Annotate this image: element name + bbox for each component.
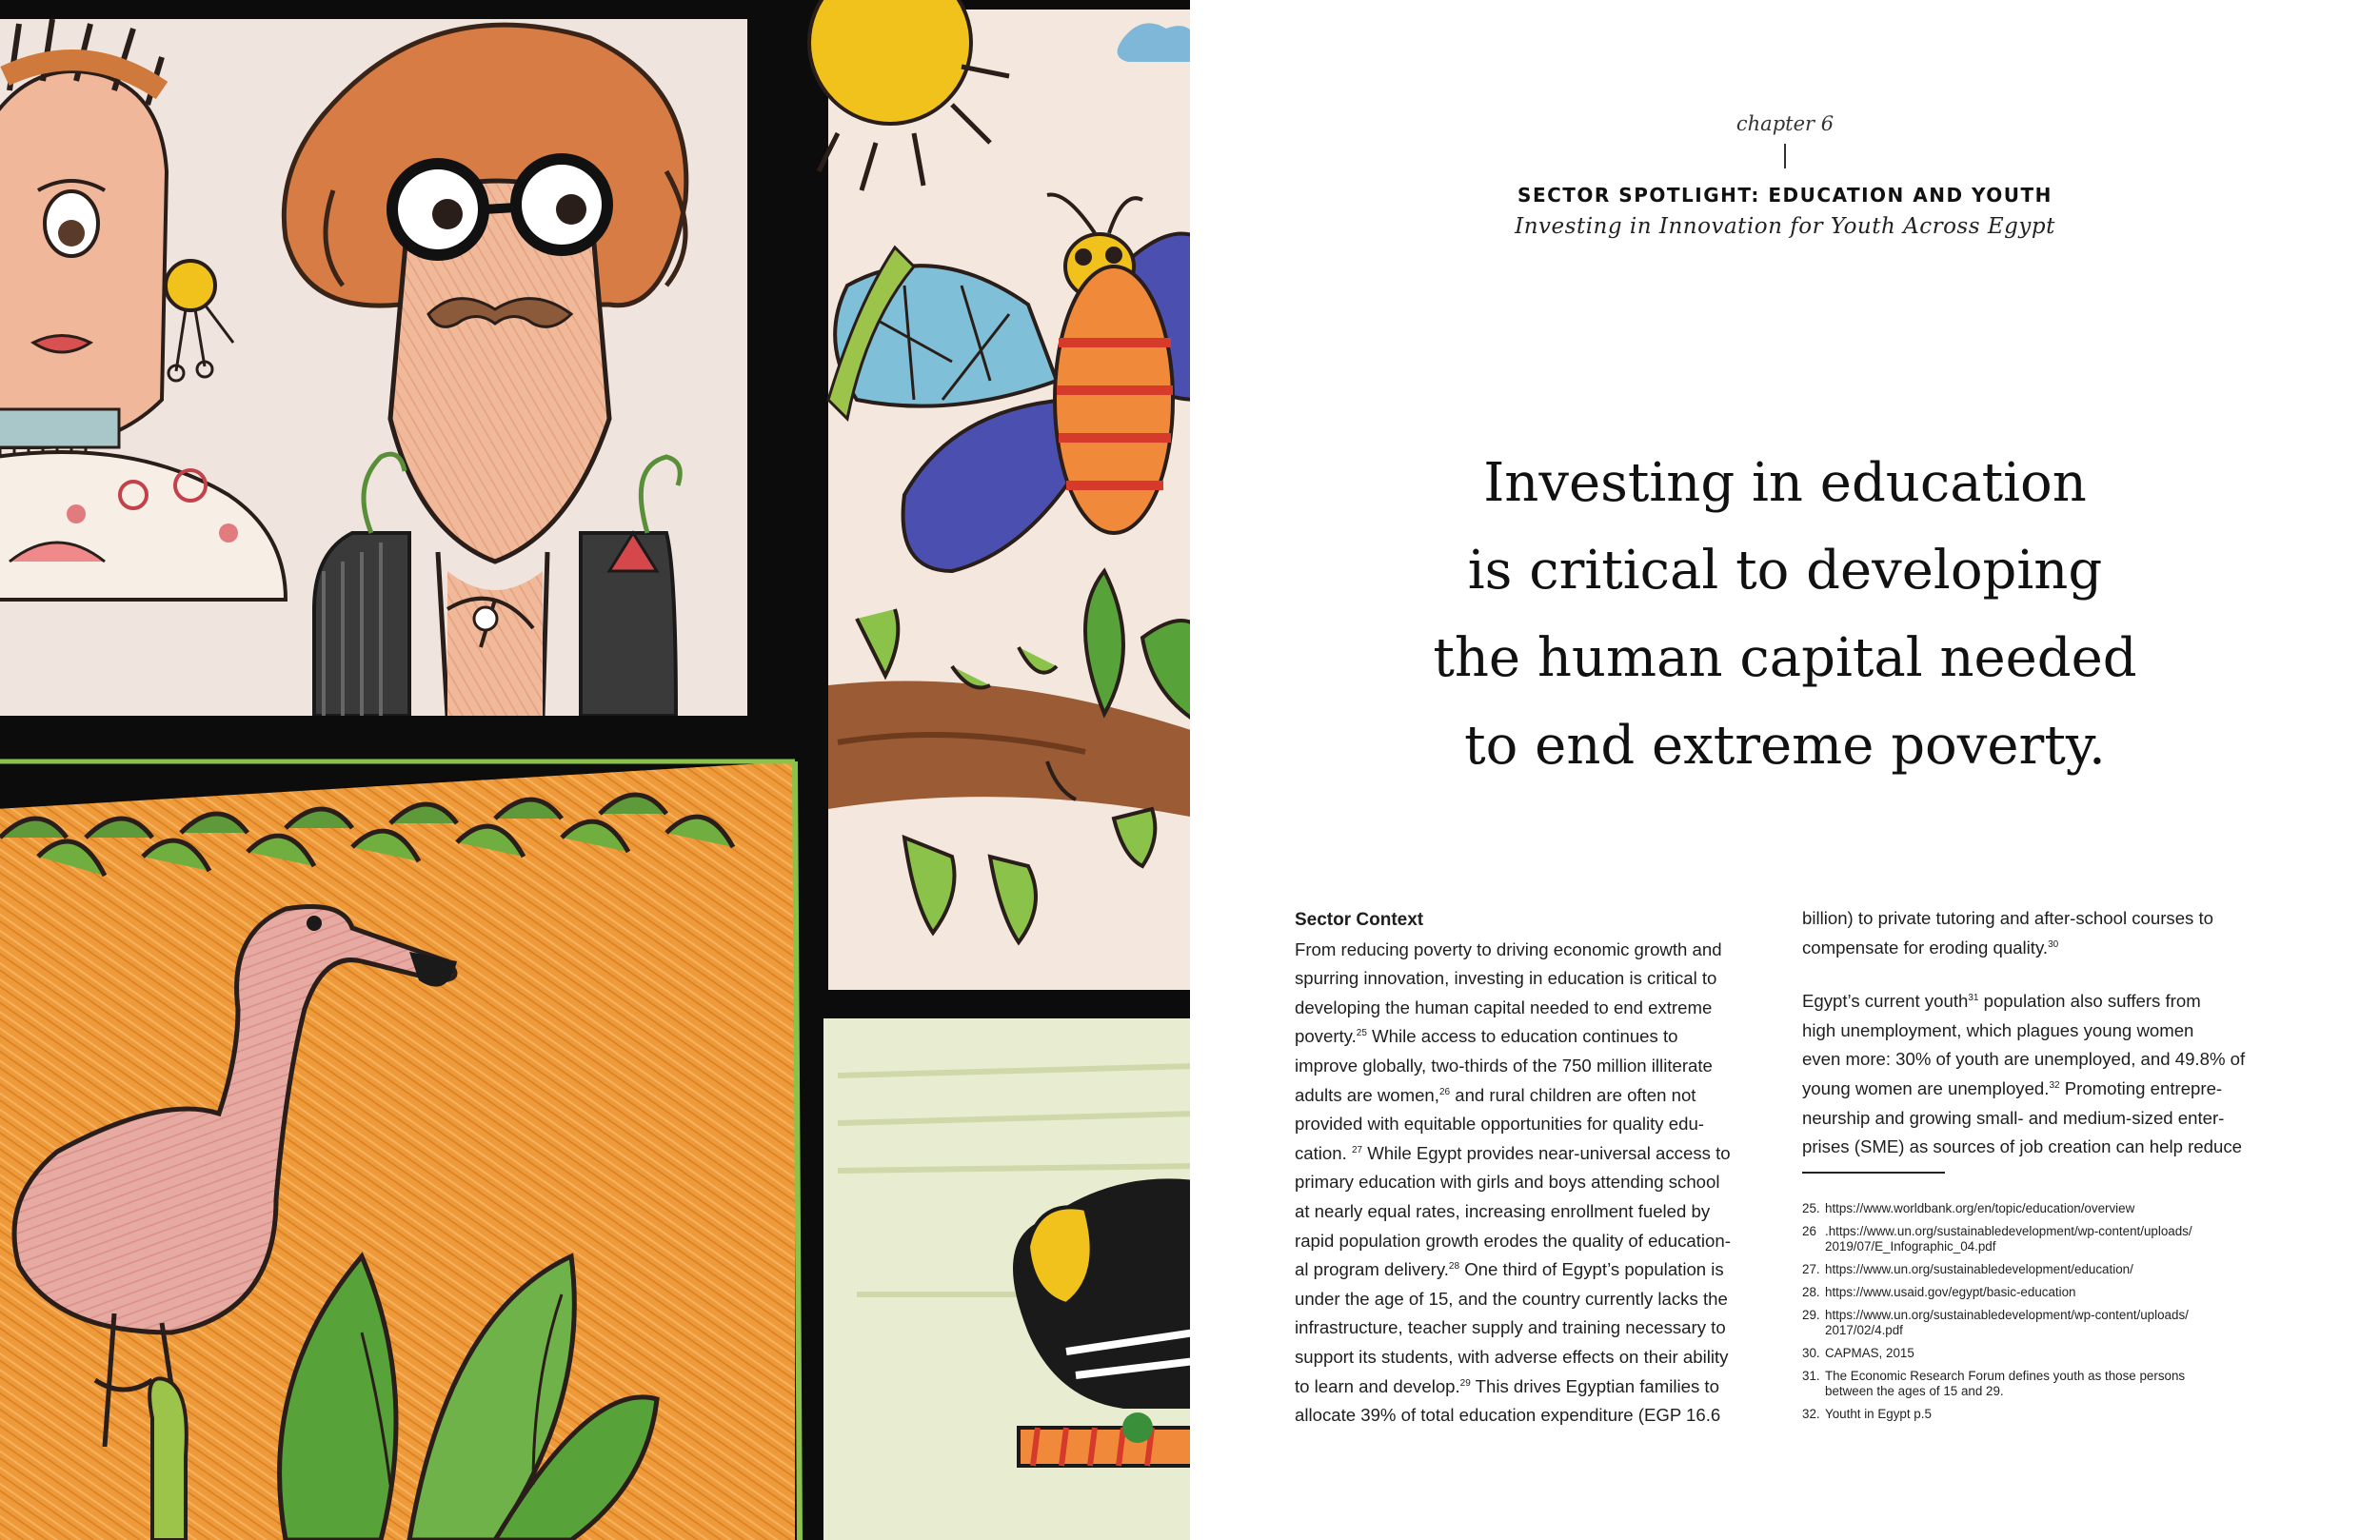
panel-butterfly	[809, 0, 1190, 990]
footnote-text[interactable]: https://www.usaid.gov/egypt/basic-education	[1825, 1285, 2076, 1299]
body-text	[1295, 936, 1771, 1431]
text-line: prises (SME) as sources of job creation can help reduce	[1802, 1136, 2242, 1157]
text-line: to learn and develop.$^{29}$ This drives Egyptian families to	[1295, 1375, 1719, 1396]
footnote-ref[interactable]: 32	[2049, 1079, 2060, 1091]
text-line: poverty.$^{25}$ While access to education continues to	[1295, 1026, 1678, 1047]
headline-line: is critical to developing	[1467, 540, 2103, 602]
footnote-number: 28.	[1802, 1285, 1820, 1299]
footnote-ref[interactable]: 25	[1356, 1028, 1367, 1039]
text-line: primary education with girls and boys attending school	[1295, 1172, 1720, 1193]
footnote-ref[interactable]: 29	[1459, 1377, 1471, 1389]
footnote-number: 29.	[1802, 1308, 1820, 1322]
panel-portraits	[0, 19, 747, 716]
spotlight-subtitle: Investing in Innovation for Youth Across Egypt	[1515, 214, 2055, 239]
footnote-text[interactable]: https://www.worldbank.org/en/topic/education/overview	[1825, 1201, 2135, 1215]
footnote-number: 32.	[1802, 1407, 1820, 1421]
text-line: rapid population growth erodes the quality of education-	[1295, 1230, 1731, 1251]
footnote-number: 30.	[1802, 1346, 1820, 1360]
body-column-right	[1802, 904, 2278, 1162]
footnote-item	[1802, 1407, 2297, 1422]
section-heading: Sector Context	[1295, 910, 1424, 930]
footnote-text[interactable]: https://www.un.org/sustainabledevelopment/education/	[1825, 1262, 2133, 1276]
footnote-divider	[1802, 1172, 1945, 1174]
footnote-ref[interactable]: 28	[1448, 1261, 1460, 1273]
text-line: at nearly equal rates, increasing enrollment fueled by	[1295, 1200, 1711, 1221]
footnote-item	[1802, 1224, 2297, 1254]
text-line: cation. $^{27}$ While Egypt provides near-universal access to	[1295, 1142, 1731, 1163]
text-line: billion) to private tutoring and after-school courses to	[1802, 908, 2214, 928]
headline-line: to end extreme poverty.	[1464, 715, 2106, 777]
text-line: support its students, with adverse effects on their ability	[1295, 1346, 1729, 1367]
body-paragraph	[1802, 987, 2278, 1162]
footnote-number: 26	[1802, 1224, 1816, 1238]
text-line: developing the human capital needed to end extreme	[1295, 997, 1713, 1017]
text-line: infrastructure, teacher supply and training necessary to	[1295, 1317, 1726, 1338]
text-line: neurship and growing small- and medium-sized enter-	[1802, 1107, 2225, 1128]
footnote-ref[interactable]: 31	[1968, 993, 1979, 1004]
text-line: allocate 39% of total education expenditure (EGP 16.6	[1295, 1405, 1721, 1426]
footnote-text[interactable]: The Economic Research Forum defines youth as those persons between the ages of 15 and 29.	[1825, 1369, 2186, 1398]
spotlight-title: SECTOR SPOTLIGHT: EDUCATION AND YOUTH	[1517, 184, 2053, 207]
footnote-item	[1802, 1262, 2297, 1277]
text-line: even more: 30% of youth are unemployed, and 49.8% of	[1802, 1049, 2246, 1070]
headline-line: the human capital needed	[1433, 627, 2137, 689]
footnote-text[interactable]: CAPMAS, 2015	[1825, 1346, 1914, 1360]
text-line: adults are women,$^{26}$ and rural children are often not	[1295, 1084, 1696, 1105]
text-line: From reducing poverty to driving economic growth and	[1295, 938, 1722, 959]
text-line: high unemployment, which plagues young women	[1802, 1019, 2194, 1040]
footnote-text[interactable]: .https://www.un.org/sustainabledevelopment/wp-content/uploads/ 2019/07/E_Infographic_04.pdf	[1825, 1224, 2192, 1254]
text-line: young women are unemployed.$^{32}$ Promoting entrepre-	[1802, 1077, 2223, 1098]
text-line: compensate for eroding quality.$^{30}$	[1802, 937, 2059, 958]
footnote-item	[1802, 1201, 2297, 1216]
footnote-item	[1802, 1285, 2297, 1300]
body-paragraph	[1802, 904, 2278, 962]
panel-toucan	[823, 1018, 1190, 1540]
text-line: al program delivery.$^{28}$ One third of Egypt’s population is	[1295, 1259, 1724, 1280]
footnote-number: 27.	[1802, 1262, 1820, 1276]
footnote-item	[1802, 1346, 2297, 1361]
footnote-ref[interactable]: 26	[1438, 1086, 1451, 1097]
body-column-left	[1295, 906, 1771, 1431]
footnote-number: 25.	[1802, 1201, 1820, 1215]
footnote-item	[1802, 1369, 2297, 1399]
footnote-item	[1802, 1308, 2297, 1338]
text-line: provided with equitable opportunities for quality edu-	[1295, 1114, 1704, 1135]
text-line: spurring innovation, investing in education is critical to	[1295, 968, 1717, 989]
chapter-label: chapter 6	[1735, 112, 1835, 135]
text-line: improve globally, two-thirds of the 750 million illiterate	[1295, 1055, 1713, 1076]
chapter-divider	[1784, 144, 1786, 168]
footnote-ref[interactable]: 30	[2048, 938, 2059, 950]
footnote-ref[interactable]: 27	[1351, 1144, 1363, 1155]
pull-quote-headline	[1190, 440, 2380, 790]
document-page	[1190, 0, 2380, 1540]
headline-line: Investing in education	[1483, 452, 2087, 514]
text-line: Egypt’s current youth$^{31}$ population also suffers from	[1802, 991, 2201, 1012]
footnote-number: 31.	[1802, 1369, 1820, 1383]
text-line: under the age of 15, and the country currently lacks the	[1295, 1288, 1728, 1309]
footnotes-list	[1802, 1201, 2297, 1430]
footnote-text[interactable]: https://www.un.org/sustainabledevelopment/wp-content/uploads/ 2017/02/4.pdf	[1825, 1308, 2189, 1337]
footnote-text[interactable]: Youtht in Egypt p.5	[1825, 1407, 1932, 1421]
